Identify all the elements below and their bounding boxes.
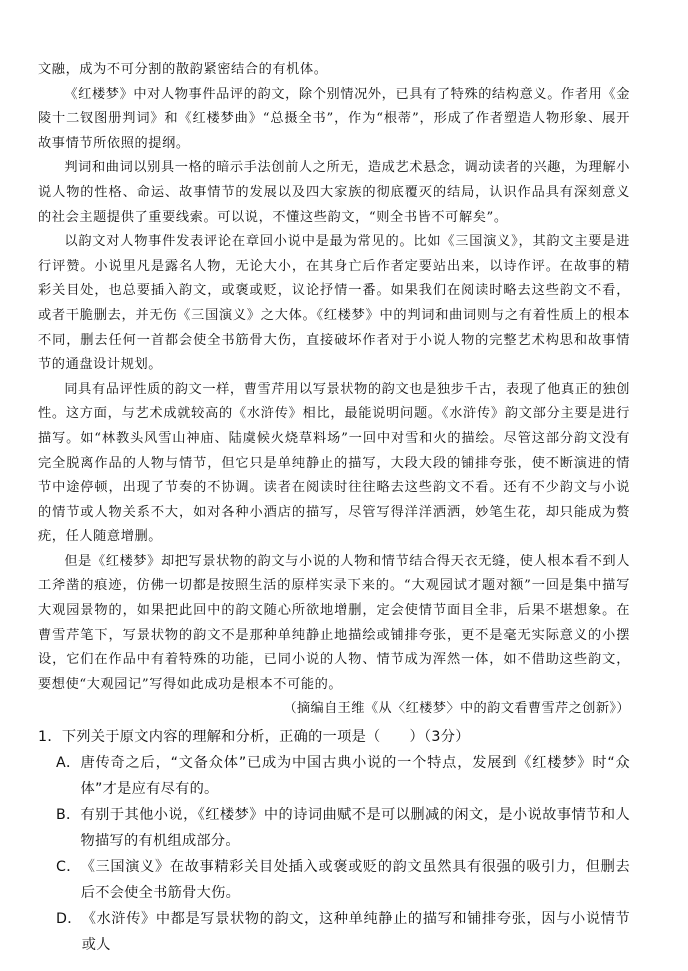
- option-text: 有别于其他小说，《红楼梦》中的诗词曲赋不是可以删减的闲文，是小说故事情节和人物描写的有机组成部分。: [80, 807, 630, 850]
- option-c[interactable]: [38, 854, 630, 906]
- option-b[interactable]: [38, 802, 630, 854]
- passage-source: （摘编自王维《从〈红楼梦〉中的韵文看曹雪芹之创新》）: [283, 701, 630, 717]
- question-stem: 1．下列关于原文内容的理解和分析，正确的一项是（ ）（3分）: [38, 729, 470, 746]
- option-key: C．: [56, 859, 81, 876]
- reading-passage: [38, 58, 630, 722]
- passage-paragraph: 判词和曲词以别具一格的暗示手法创前人之所无，造成艺术悬念，调动读者的兴趣，为理解小说人物的性格、命运、故事情节的发展以及四大家族的彻底覆灭的结局，认识作品具有深刻意义的社会主题提供了重要线索。可以说，不懂这些韵文，“则全书皆不可解矣”。: [38, 160, 630, 225]
- passage-paragraph: 《红楼梦》中对人物事件品评的韵文，除个别情况外，已具有了特殊的结构意义。作者用《金陵十二钗图册判词》和《红楼梦曲》“总摄全书”，作为“根蒂”，形成了作者塑造人物形象、展开故事情节所依照的提纲。: [38, 86, 630, 151]
- passage-paragraph: 同具有品评性质的韵文一样，曹雪芹用以写景状物的韵文也是独步千古，表现了他真正的独创性。这方面，与艺术成就较高的《水浒传》相比，最能说明问题。《水浒传》韵文部分主要是进行描写。如“林教头风雪山神庙、陆虞候火烧草料场”一回中对雪和火的描绘。尽管这部分韵文没有完全脱离作品的人物与情节，但它只是单纯静止的描写，大段大段的铺排夸张，使不断演进的情节中途停顿，出现了节奏的不协调。读者在阅读时往往略去这些韵文不看。还有不少韵文与小说的情节或人物关系不大，如对各种小酒店的描写，尽管写得洋洋洒洒，妙笔生花，却只能成为赘疣，任人随意增删。: [38, 381, 630, 545]
- option-key: A．: [56, 755, 81, 772]
- question-1: [38, 724, 630, 958]
- passage-paragraph: 文融，成为不可分割的散韵紧密结合的有机体。: [38, 62, 328, 77]
- option-text: 《三国演义》在故事精彩关目处插入或褒或贬的韵文虽然具有很强的吸引力，但删去后不会使全书筋骨大伤。: [80, 859, 630, 902]
- passage-paragraph: 但是《红楼梦》却把写景状物的韵文与小说的人物和情节结合得天衣无缝，使人根本看不到人工斧凿的痕迹，仿佛一切都是按照生活的原样实录下来的。“大观园试才题对额”一回是集中描写大观园景物的，如果把此回中的韵文随心所欲地增删，定会使情节面目全非，后果不堪想象。在曹雪芹笔下，写景状物的韵文不是那种单纯静止地描绘或铺排夸张，更不是毫无实际意义的小摆设，它们在作品中有着特殊的功能，已同小说的人物、情节成为浑然一体，如不借助这些韵文，要想使“大观园记”写得如此成功是根本不可能的。: [38, 553, 630, 692]
- passage-paragraph: 以韵文对人物事件发表评论在章回小说中是最为常见的。比如《三国演义》，其韵文主要是进行评赞。小说里凡是露名人物，无论大小，在其身亡后作者定要站出来，以诗作评。在故事的精彩关目处，也总要插入韵文，或褒或贬，议论抒情一番。如果我们在阅读时略去这些韵文不看，或者干脆删去，并无伤《三国演义》之大体。《红楼梦》中的判词和曲词则与之有着性质上的根本不同，删去任何一首都会使全书筋骨大伤，直接破坏作者对于小说人物的完整艺术构思和故事情节的通盘设计规划。: [38, 234, 630, 373]
- option-key: D．: [56, 911, 82, 928]
- option-d[interactable]: [38, 906, 630, 958]
- option-text: 《水浒传》中都是写景状物的韵文，这种单纯静止的描写和铺排夸张，因与小说情节或人: [81, 911, 630, 954]
- option-a[interactable]: [38, 750, 630, 802]
- option-text: 唐传奇之后，“文备众体”已成为中国古典小说的一个特点，发展到《红楼梦》时“众体”才是应有尽有的。: [80, 755, 630, 798]
- option-key: B．: [56, 807, 81, 824]
